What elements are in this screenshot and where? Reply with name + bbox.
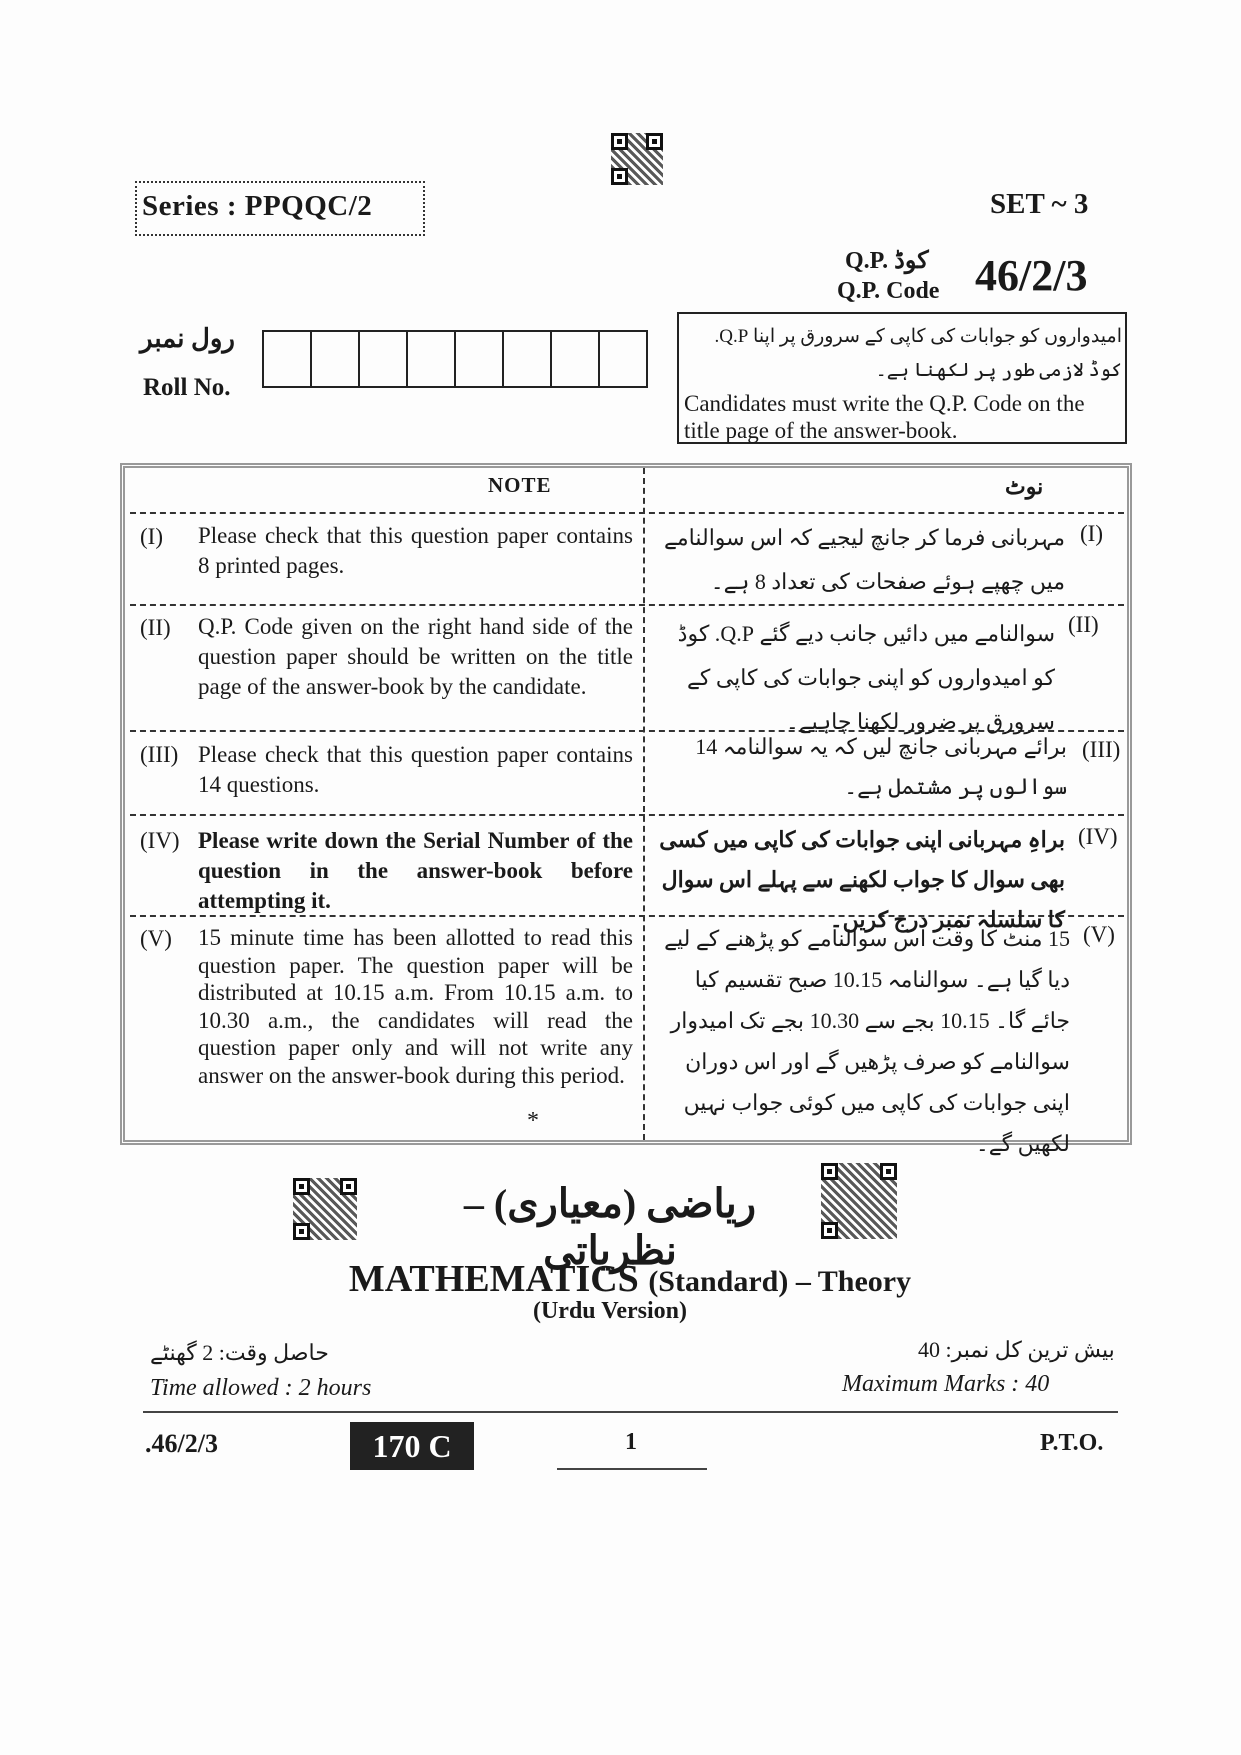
qp-code-value: 46/2/3 [975, 251, 1088, 300]
subject-title-main: MATHEMATICS [348, 1258, 639, 1300]
note-star: * [527, 1108, 539, 1134]
max-marks-english: Maximum Marks : 40 [842, 1371, 1050, 1397]
note-heading-english: NOTE [488, 473, 552, 497]
roll-digit-box[interactable] [504, 332, 552, 386]
subject-title-english [240, 1257, 1020, 1301]
note-item-english: Please check that this question paper contains 8 printed pages. [198, 523, 633, 578]
note-heading-urdu: نوٹ [1005, 474, 1044, 499]
subject-title-standard: (Standard) – Theory [648, 1265, 912, 1298]
note-item-number: (II) [140, 615, 171, 640]
row-divider [130, 604, 1124, 606]
roll-digit-box[interactable] [408, 332, 456, 386]
note-item-number-urdu: (III) [1082, 737, 1121, 762]
note-item-english: 15 minute time has been allotted to read this question paper. The question paper will be distributed at 10.15 a.m. From 10.15 a.m. to 10.30 a.m., the candidates will read the question paper only and will not write any answer on the answer-book during this period. [198, 925, 633, 1088]
note-item-number-urdu: (V) [1083, 922, 1115, 947]
note-item-urdu: براہِ مہربانی اپنی جوابات کی کاپی میں کسی بھی سوال کا جواب لکھنے سے پہلے اس سوال کا سلسلہ نمبر درج کریں۔ [659, 827, 1065, 932]
note-item-urdu: مہربانی فرما کر جانچ لیجیے کہ اس سوالنامے میں چھپے ہوئے صفحات کی تعداد 8 ہے۔ [663, 525, 1065, 594]
note-item-number-urdu: (IV) [1078, 824, 1118, 849]
roll-number-label: Roll No. [143, 374, 231, 401]
roll-digit-box[interactable] [552, 332, 600, 386]
note-item-number: (III) [140, 742, 179, 767]
set-label: SET ~ 3 [990, 188, 1089, 220]
note-column-divider [643, 468, 645, 1140]
note-item-number-urdu: (II) [1068, 612, 1099, 637]
time-allowed-english: Time allowed : 2 hours [150, 1375, 372, 1401]
pto-label: P.T.O. [1040, 1430, 1104, 1456]
candidate-instruction-urdu: امیدواروں کو جوابات کی کاپی کے سرورق پر اپنا Q.P. کوڈ لازمی طور پر لکھنا ہے۔ [714, 326, 1122, 381]
roll-digit-box[interactable] [360, 332, 408, 386]
roll-digit-box[interactable] [264, 332, 312, 386]
note-item-number-urdu: (I) [1080, 521, 1103, 546]
footer-qp-code: .46/2/3 [145, 1429, 218, 1458]
note-item-number: (V) [140, 926, 172, 951]
row-divider [130, 512, 1124, 514]
subject-title-urdu: ریاضی (معیاری) – نظریاتی [463, 1181, 757, 1273]
roll-digit-box[interactable] [456, 332, 504, 386]
note-item-english: Please check that this question paper contains 14 questions. [198, 742, 633, 797]
max-marks-urdu: بیش ترین کل نمبر: 40 [918, 1337, 1115, 1362]
note-item-urdu: برائے مہربانی جانچ لیں کہ یہ سوالنامہ 14 سوالوں پر مشتمل ہے۔ [695, 734, 1067, 799]
note-item-number: (I) [140, 524, 163, 549]
subject-version: (Urdu Version) [532, 1298, 688, 1324]
page-number-rule [557, 1468, 707, 1470]
note-item-number: (IV) [140, 828, 180, 853]
row-divider [130, 814, 1124, 816]
time-allowed-urdu: حاصل وقت: 2 گھنٹے [150, 1340, 329, 1365]
roll-number-urdu-label: رول نمبر [140, 324, 235, 353]
roll-digit-box[interactable] [600, 332, 646, 386]
roll-number-boxes[interactable] [262, 330, 648, 388]
note-item-urdu: سوالنامے میں دائیں جانب دیے گئے Q.P. کوڈ کو امیدواروں کو اپنی جوابات کی کاپی کے سرورق پر ضرور لکھنا چاہیے۔ [677, 621, 1055, 734]
qr-code-top [611, 133, 663, 185]
note-item-english: Q.P. Code given on the right hand side of the question paper should be written on the title page of the answer-book by the candidate. [198, 614, 633, 699]
footer-rule [143, 1411, 1118, 1413]
note-item-urdu: 15 منٹ کا وقت اس سوالنامے کو پڑھنے کے لیے دیا گیا ہے۔ سوالنامہ 10.15 صبح تقسیم کیا جائے گا۔ 10.15 بجے سے 10.30 بجے تک امیدوار سوالنامے کو صرف پڑھیں گے اور اس دوران اپنی جوابات کی کاپی میں کوئی جواب نہیں لکھیں گے۔ [664, 926, 1070, 1156]
note-item-english: Please write down the Serial Number of the question in the answer-book before attempting it. [198, 828, 633, 913]
footer-badge: 170 C [350, 1422, 474, 1470]
qr-code-right [821, 1163, 897, 1239]
qp-code-urdu-label: Q.P. کوڈ [845, 248, 929, 274]
qr-code-left [293, 1178, 357, 1240]
candidate-instruction-english: Candidates must write the Q.P. Code on the title page of the answer-book. [684, 391, 1085, 443]
roll-digit-box[interactable] [312, 332, 360, 386]
page-number: 1 [625, 1429, 637, 1455]
series-label: Series : PPQQC/2 [142, 190, 373, 222]
qp-code-label: Q.P. Code [837, 278, 940, 304]
